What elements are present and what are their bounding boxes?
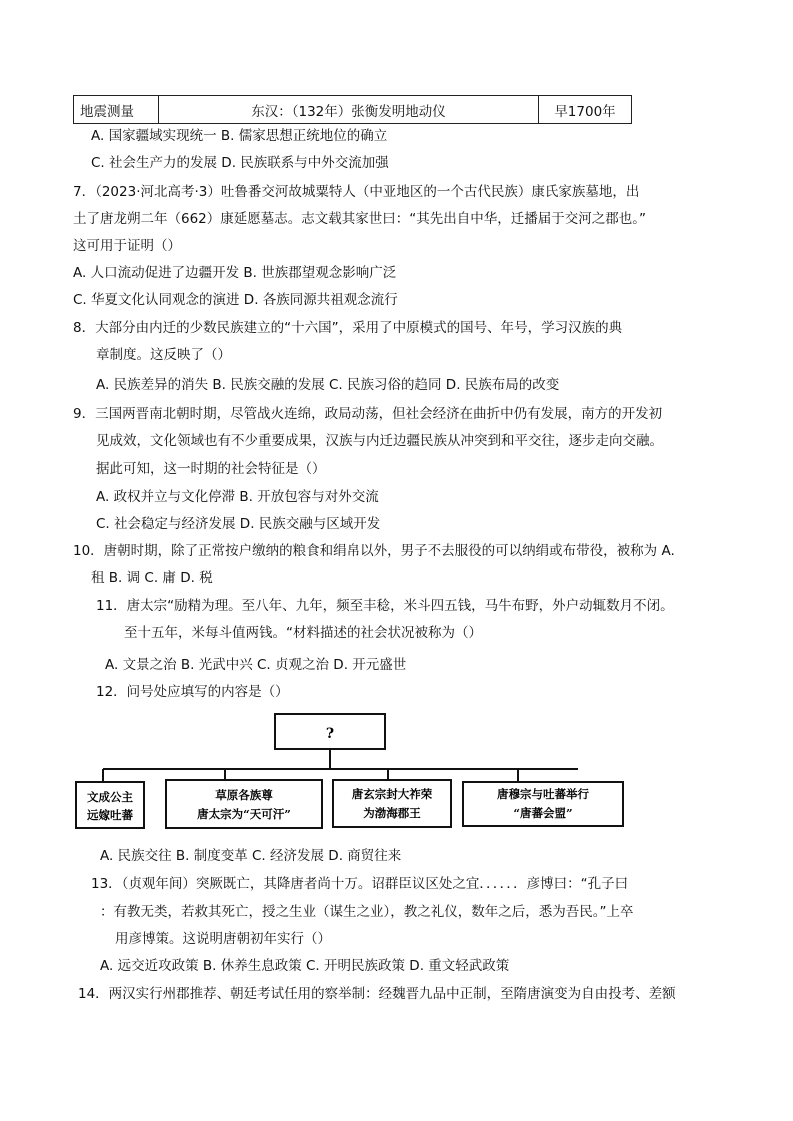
q12-stem: 12．问号处应填写的内容是（） [96, 684, 289, 700]
table-row [74, 96, 632, 124]
q11-options: A. 文景之治 B. 光武中兴 C. 贞观之治 D. 开元盛世 [105, 657, 407, 673]
diagram-box-4-line2: “唐蕃会盟” [513, 806, 573, 820]
q11-stem-line1: 11．唐太宗“励精为理。至八年、九年，频至丰稔，米斗四五钱，马牛布野，外户动辄数月不闭。 [96, 598, 674, 614]
q9-stem-line1: 9．三国两晋南北朝时期，尽管战火连绵，政局动荡，但社会经济在曲折中仍有发展，南方的开发初 [73, 406, 663, 422]
q13-stem-line1: 13．（贞观年间）突厥既亡，其降唐者尚十万。诏群臣议区处之宜．．．．．．彦博曰：“孔子曰 [91, 876, 629, 892]
q9-options-cd: C. 社会稳定与经济发展 D. 民族交融与区域开发 [96, 516, 381, 532]
diagram-box-2-line2: 唐太宗为“天可汗” [197, 807, 291, 821]
q9-stem-line3: 据此可知，这一时期的社会特征是（） [96, 461, 326, 477]
q12-options: A. 民族交往 B. 制度变革 C. 经济发展 D. 商贸往来 [100, 848, 402, 864]
diagram-box-4-line1: 唐穆宗与吐蕃举行 [497, 787, 589, 801]
q13-options: A. 远交近攻政策 B. 休养生息政策 C. 开明民族政策 D. 重文轻武政策 [100, 958, 510, 974]
diagram-box-1-line1: 文成公主 [87, 790, 133, 804]
comparison-table [73, 95, 632, 124]
q13-stem-line2: ：有教无类，若救其死亡，授之生业（谋生之业），教之礼仪，数年之后，悉为吾民。”上卒 [100, 904, 634, 920]
q7-stem-line1: 7．（2023·河北高考·3）吐鲁番交河故城粟特人（中亚地区的一个古代民族）康氏家族墓地，出 [73, 184, 640, 200]
q10-stem-line2: 租 B. 调 C. 庸 D. 税 [91, 570, 213, 586]
table-cell-event: 东汉：（132年）张衡发明地动仪 [159, 96, 539, 124]
q9-stem-line2: 见成效，文化领域也有不少重要成果，汉族与内迁边疆民族从冲突到和平交往，逐步走向交融。 [96, 433, 663, 449]
diagram-box-3-line1: 唐玄宗封大祚荣 [351, 787, 433, 801]
diagram-question-mark: ? [325, 726, 335, 742]
table-cell-category: 地震测量 [74, 96, 159, 124]
table-cell-comparison: 早1700年 [539, 96, 632, 124]
q8-options: A. 民族差异的消失 B. 民族交融的发展 C. 民族习俗的趋同 D. 民族布局的改变 [96, 377, 560, 393]
q11-stem-line2: 至十五年，米每斗值两钱。“材料描述的社会状况被称为（） [124, 625, 482, 641]
diagram-box-1-line2: 远嫁吐蕃 [87, 808, 133, 822]
diagram-box-2-line1: 草原各族尊 [215, 788, 273, 802]
q8-stem-line2: 章制度。这反映了（） [96, 347, 231, 363]
q7-stem-line3: 这可用于证明（） [73, 238, 181, 254]
q14-stem-line1: 14．两汉实行州郡推荐、朝廷考试任用的察举制：经魏晋九品中正制，至隋唐演变为自由投考、差额 [78, 986, 676, 1002]
q12-diagram [73, 712, 628, 837]
diagram-box-3-line2: 为渤海郡王 [363, 806, 421, 820]
q7-options-cd: C. 华夏文化认同观念的演进 D. 各族同源共祖观念流行 [73, 292, 398, 308]
q8-stem-line1: 8．大部分由内迁的少数民族建立的“十六国”，采用了中原模式的国号、年号，学习汉族的典 [73, 320, 623, 336]
q13-stem-line3: 用彦博策。这说明唐朝初年实行（） [115, 931, 331, 947]
q7-stem-line2: 土了唐龙朔二年（662）康延愿墓志。志文载其家世曰：“其先出自中华，迁播届于交河之郡也。” [73, 211, 647, 227]
q10-stem-line1: 10．唐朝时期，除了正常按户缴纳的粮食和绢帛以外，男子不去服役的可以纳绢或布带役，被称为 A. [73, 543, 675, 559]
q7-options-ab: A. 人口流动促进了边疆开发 B. 世族郡望观念影响广泛 [73, 265, 397, 281]
q6-options-cd: C. 社会生产力的发展 D. 民族联系与中外交流加强 [91, 155, 389, 171]
q6-options-ab: A. 国家疆域实现统一 B. 儒家思想正统地位的确立 [91, 128, 388, 144]
q9-options-ab: A. 政权并立与文化停滞 B. 开放包容与对外交流 [96, 489, 379, 505]
